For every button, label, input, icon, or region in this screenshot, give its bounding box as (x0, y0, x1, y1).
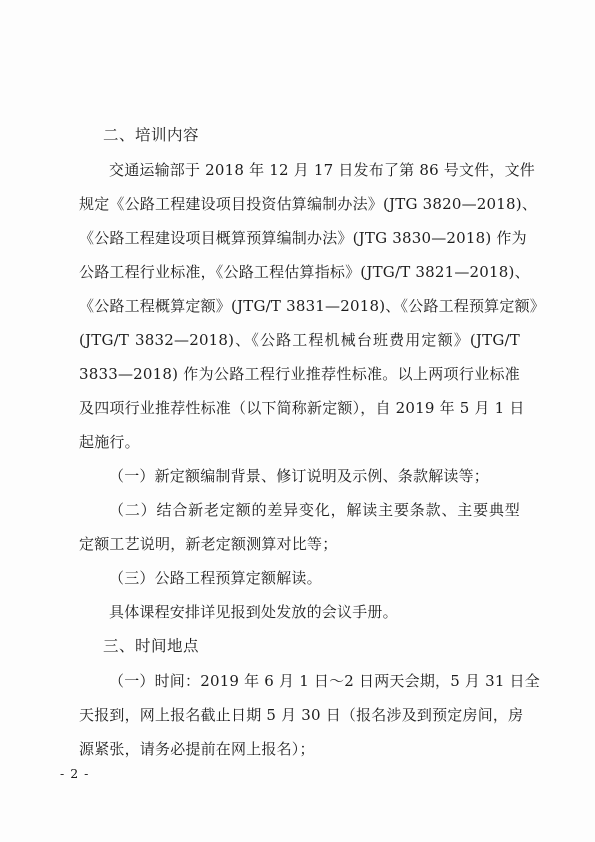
paragraph-line: 定额工艺说明，新老定额测算对比等； (79, 535, 338, 553)
paragraph-line: 源紧张，请务必提前在网上报名）； (79, 740, 315, 758)
paragraph-line: 起施行。 (79, 433, 140, 451)
page-number: - 2 - (60, 766, 90, 781)
document-body (79, 118, 545, 766)
schedule-note: 具体课程安排详见报到处发放的会议手册。 (109, 603, 398, 621)
paragraph-line: （二）结合新老定额的差异变化，解读主要条款、主要典型 (109, 501, 520, 519)
paragraph-line: （一）时间：2019 年 6 月 1 日～2 日两天会期，5 月 31 日全 (109, 672, 540, 690)
list-item-3: （三）公路工程预算定额解读。 (109, 569, 322, 587)
paragraph-line: 公路工程行业标准，《公路工程估算指标》(JTG/T 3821—2018)、 (79, 263, 530, 281)
paragraph-line: 天报到，网上报名截止日期 5 月 30 日（报名涉及到预定房间，房 (79, 706, 524, 724)
paragraph-time (79, 664, 540, 766)
paragraph-line: 《公路工程概算定额》(JTG/T 3831—2018)、《公路工程预算定额》 (79, 297, 545, 315)
section-heading-time-location: 三、时间地点 (103, 637, 200, 655)
paragraph-line: 《公路工程建设项目概算预算编制办法》(JTG 3830—2018) 作为 (79, 229, 527, 247)
list-item-2 (79, 493, 520, 561)
section-heading-training-content: 二、培训内容 (103, 126, 200, 144)
list-item-1: （一）新定额编制背景、修订说明及示例、条款解读等； (109, 467, 490, 485)
paragraph-intro (79, 153, 545, 459)
paragraph-line: 及四项行业推荐性标准（以下简称新定额），自 2019 年 5 月 1 日 (79, 399, 525, 417)
paragraph-line: 交通运输部于 2018 年 12 月 17 日发布了第 86 号文件，文件 (109, 161, 535, 179)
paragraph-line: 3833—2018) 作为公路工程行业推荐性标准。以上两项行业标准 (79, 365, 520, 383)
paragraph-line: 规定《公路工程建设项目投资估算编制办法》(JTG 3820—2018)、 (79, 195, 538, 213)
paragraph-line: (JTG/T 3832—2018)、《公路工程机械台班费用定额》(JTG/T (79, 331, 520, 349)
